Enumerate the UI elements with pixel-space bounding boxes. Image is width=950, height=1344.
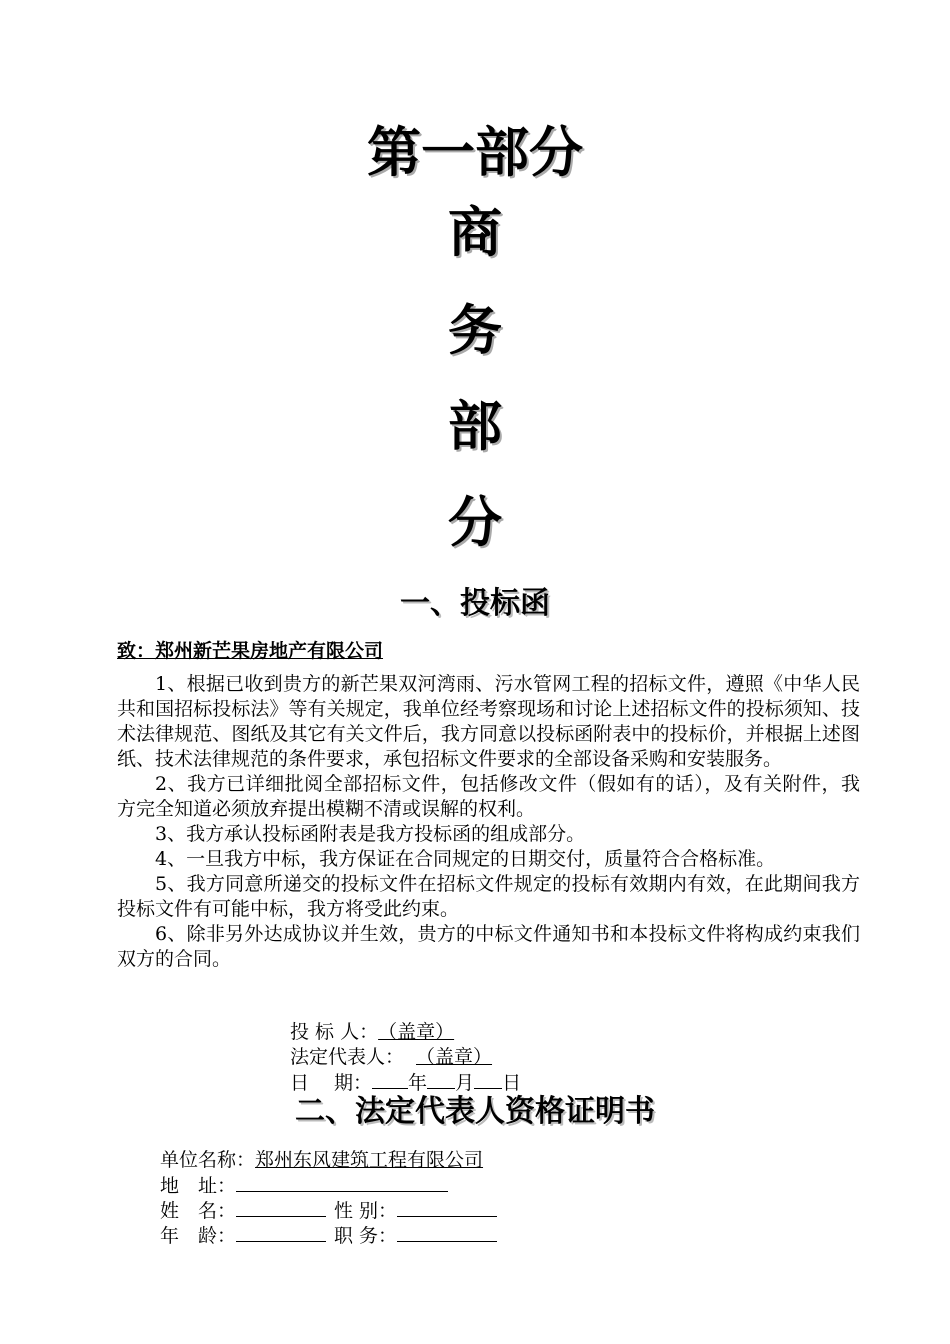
part-title: 第一部分 bbox=[367, 121, 583, 184]
name-label: 姓 名： bbox=[160, 1200, 237, 1222]
cover-char-4: 分 bbox=[448, 491, 502, 554]
position-blank[interactable] bbox=[397, 1223, 497, 1242]
paragraph-4: 4、一旦我方中标，我方保证在合同规定的日期交付，质量符合合格标准。 bbox=[155, 848, 776, 870]
paragraph-5: 5、我方同意所递交的投标文件在招标文件规定的投标有效期内有效，在此期间我方投标文件有可能中标，我方将受此约束。 bbox=[117, 873, 860, 920]
gender-label: 性 别： bbox=[334, 1200, 398, 1222]
age-position-line bbox=[160, 1223, 497, 1249]
day-label: 日 bbox=[502, 1072, 522, 1094]
unit-line bbox=[160, 1148, 483, 1173]
day-blank[interactable] bbox=[474, 1070, 502, 1089]
year-label: 年 bbox=[408, 1072, 428, 1094]
section2-title: 二、法定代表人资格证明书 bbox=[295, 1094, 655, 1129]
representative-seal: （盖章） bbox=[416, 1046, 493, 1068]
letter-body bbox=[117, 672, 860, 972]
bidder-line bbox=[290, 1020, 590, 1045]
name-gender-line bbox=[160, 1198, 497, 1224]
representative-line bbox=[290, 1045, 626, 1070]
representative-label: 法定代表人： bbox=[290, 1046, 405, 1068]
bidder-label: 投 标 人： bbox=[290, 1021, 379, 1043]
cover-char-1: 商 bbox=[448, 201, 502, 264]
month-blank[interactable] bbox=[427, 1070, 455, 1089]
paragraph-3: 3、我方承认投标函附表是我方投标函的组成部分。 bbox=[155, 823, 586, 845]
age-blank[interactable] bbox=[236, 1223, 326, 1242]
date-label: 日 期： bbox=[290, 1072, 373, 1094]
paragraph-6: 6、除非另外达成协议并生效，贵方的中标文件通知书和本投标文件将构成约束我们双方的合同。 bbox=[117, 923, 860, 970]
month-label: 月 bbox=[455, 1072, 475, 1094]
address-blank[interactable] bbox=[236, 1173, 448, 1192]
bidder-seal: （盖章） bbox=[378, 1021, 455, 1043]
year-blank[interactable] bbox=[372, 1070, 408, 1089]
age-label: 年 龄： bbox=[160, 1225, 237, 1247]
address-line bbox=[160, 1173, 448, 1199]
addressee: 致：郑州新芒果房地产有限公司 bbox=[117, 640, 384, 662]
name-blank[interactable] bbox=[236, 1198, 326, 1217]
cover-char-2: 务 bbox=[448, 299, 502, 362]
gender-blank[interactable] bbox=[397, 1198, 497, 1217]
position-label: 职 务： bbox=[334, 1225, 398, 1247]
paragraph-2: 2、我方已详细批阅全部招标文件，包括修改文件（假如有的话），及有关附件，我方完全知道必须放弃提出模糊不清或误解的权利。 bbox=[117, 773, 860, 820]
paragraph-1: 1、根据已收到贵方的新芒果双河湾雨、污水管网工程的招标文件，遵照《中华人民共和国招标投标法》等有关规定，我单位经考察现场和讨论上述招标文件的投标须知、技术法律规范、图纸及其它有关文件后，我方同意以投标函附表中的投标价，并根据上述图纸、技术法律规范的条件要求，承包招标文件要求的全部设备采购和安装服务。 bbox=[117, 673, 860, 770]
section1-title: 一、投标函 bbox=[400, 586, 550, 621]
address-label: 地 址： bbox=[160, 1175, 237, 1197]
unit-label: 单位名称： bbox=[160, 1149, 256, 1171]
unit-value: 郑州东风建筑工程有限公司 bbox=[255, 1149, 484, 1171]
cover-char-3: 部 bbox=[448, 395, 502, 458]
